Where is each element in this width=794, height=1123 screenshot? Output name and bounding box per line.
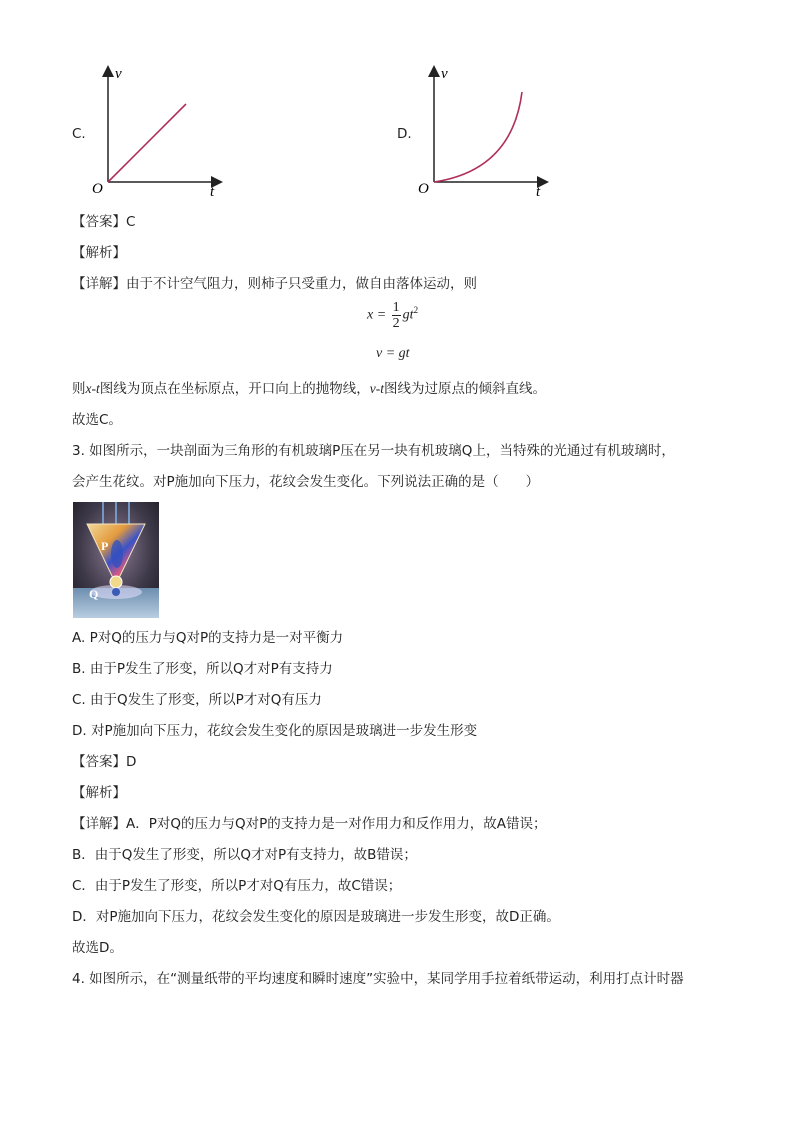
q3-analysis-heading: 【解析】 xyxy=(72,785,126,801)
q3-option-a: A. P对Q的压力与Q对P的支持力是一对平衡力 xyxy=(72,630,344,646)
graph-c xyxy=(88,60,228,200)
q3-stem-line-1: 3. 如图所示，一块剖面为三角形的有机玻璃P压在另一块有机玻璃Q上，当特殊的光通过有机玻璃时， xyxy=(72,443,675,459)
graph-c-v-label: v xyxy=(115,66,122,82)
q2-answer: 【答案】C xyxy=(72,214,136,230)
q3-photo-label-p: P xyxy=(101,539,109,553)
q2-formula-2: v = gt xyxy=(376,346,410,361)
graph-d-curve xyxy=(434,92,522,182)
q3-stem-line-2: 会产生花纹。对P施加向下压力，花纹会发生变化。下列说法正确的是（ ） xyxy=(72,474,540,490)
graph-c-line xyxy=(108,104,186,182)
q3-answer: 【答案】D xyxy=(72,754,137,770)
q3-detail-d: D．对P施加向下压力，花纹会发生变化的原因是玻璃进一步发生形变，故D正确。 xyxy=(72,909,560,925)
graph-c-t-label: t xyxy=(210,184,215,200)
option-d-label: D. xyxy=(397,126,412,142)
q3-detail-c: C．由于P发生了形变，所以P才对Q有压力，故C错误； xyxy=(72,878,402,894)
graph-d xyxy=(414,60,554,200)
q2-analysis-heading: 【解析】 xyxy=(72,245,126,261)
q3-option-b: B. 由于P发生了形变，所以Q才对P有支持力 xyxy=(72,661,333,677)
graph-c-origin-label: O xyxy=(92,181,103,197)
q4-stem-line-1: 4. 如图所示，在“测量纸带的平均速度和瞬时速度”实验中，某同学用手拉着纸带运动，利用打点计时器 xyxy=(72,971,684,987)
q3-detail-b: B．由于Q发生了形变，所以Q才对P有支持力，故B错误； xyxy=(72,847,417,863)
q3-photo-label-q: Q xyxy=(89,587,99,601)
q2-choose: 故选C。 xyxy=(72,412,122,428)
q2-detail: 【详解】由于不计空气阻力，则柿子只受重力，做自由落体运动，则 xyxy=(72,276,477,292)
graph-d-v-label: v xyxy=(441,66,448,82)
graph-d-origin-label: O xyxy=(418,181,429,197)
q3-option-d: D. 对P施加向下压力，花纹会发生变化的原因是玻璃进一步发生形变 xyxy=(72,723,478,739)
q2-conclusion: 则x-t图线为顶点在坐标原点，开口向上的抛物线，v-t图线为过原点的倾斜直线。 xyxy=(72,381,546,397)
q3-choose: 故选D。 xyxy=(72,940,123,956)
q3-detail-a: 【详解】A．P对Q的压力与Q对P的支持力是一对作用力和反作用力，故A错误； xyxy=(72,816,547,832)
q2-formula-fraction: $\frac{1}{2}$ xyxy=(392,300,400,331)
graph-d-t-label: t xyxy=(536,184,541,200)
q3-photo-glass-stress-pattern xyxy=(73,502,159,618)
option-c-label: C. xyxy=(72,126,86,142)
q3-option-c: C. 由于Q发生了形变，所以P才对Q有压力 xyxy=(72,692,322,708)
q2-formula-1: x = $\frac{1}{2}$ $gt^2$ xyxy=(367,300,419,331)
